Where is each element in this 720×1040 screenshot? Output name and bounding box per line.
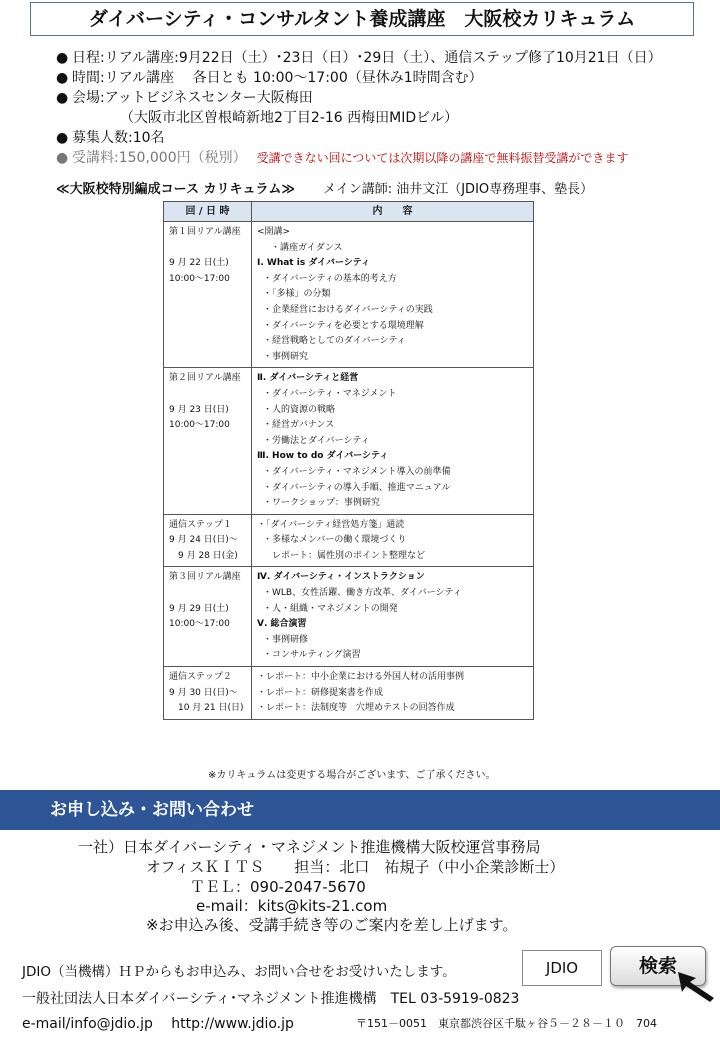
schedule-row bbox=[56, 48, 706, 68]
table-row bbox=[164, 567, 534, 667]
content-item: ・WLB、女性活躍、働き方改革、ダイバーシティ bbox=[263, 588, 462, 599]
session-date-line: 第３回リアル講座 bbox=[169, 572, 241, 583]
table-header-row bbox=[164, 202, 534, 222]
curriculum-body bbox=[164, 222, 534, 720]
session-date-line: 10:00～17:00 bbox=[169, 273, 230, 284]
session-date-cell bbox=[164, 667, 252, 720]
session-date-line: 9 月 22 日(土) bbox=[169, 258, 229, 269]
session-content-cell bbox=[252, 368, 534, 514]
session-date-cell bbox=[164, 567, 252, 667]
time-text: 時間:リアル講座 各日とも 10:00～17:00（昼休み1時間含む） bbox=[72, 70, 483, 86]
capacity-row bbox=[56, 128, 706, 148]
schedule-text: 日程:リアル講座:9月22日（土）･23日（日）･29日（土）、通信ステップ修了10月21日（日） bbox=[72, 50, 662, 66]
fee-row bbox=[56, 148, 706, 168]
content-item: ・事例研修 bbox=[263, 634, 309, 645]
footer-email-url: e-mail/info@jdio.jp http://www.jdio.jp bbox=[22, 1016, 294, 1032]
content-item: ・事例研究 bbox=[263, 351, 309, 362]
contact-notice: ※お申込み後、受講手続き等のご案内を差し上げます。 bbox=[146, 916, 518, 934]
content-item: ・人的資源の戦略 bbox=[263, 404, 336, 415]
content-item: ・労働法とダイバーシティ bbox=[263, 435, 370, 446]
content-item: ・ダイバーシティの基本的考え方 bbox=[263, 273, 397, 284]
course-title: ≪大阪校特別編成コース カリキュラム≫ bbox=[56, 182, 295, 197]
content-item: レポート：属性別のポイント整理など bbox=[263, 550, 426, 561]
bullet-icon: ● bbox=[56, 70, 69, 86]
content-item: ・経営ガバナンス bbox=[263, 420, 335, 431]
header-content: 内 容 bbox=[252, 202, 534, 222]
fee-note: 受講できない回については次期以降の講座で無料振替受講ができます bbox=[256, 151, 629, 165]
contact-heading: お申し込み・お問い合わせ bbox=[0, 790, 720, 830]
session-content-cell bbox=[252, 567, 534, 667]
section-title: Ⅱ. ダイバーシティと経営 bbox=[257, 373, 359, 384]
session-date-line bbox=[169, 586, 247, 602]
search-button[interactable]: 検索 bbox=[610, 946, 706, 986]
content-item: ・レポート：中小企業における外国人材の活用事例 bbox=[257, 672, 465, 683]
session-content-cell bbox=[252, 667, 534, 720]
content-item: <開講> bbox=[257, 227, 291, 237]
content-item: ・「ダイバーシティ経営処方箋」通読 bbox=[257, 519, 405, 530]
session-date-line bbox=[169, 287, 247, 303]
content-item: ・ダイバーシティ・マネジメント導入の前準備 bbox=[263, 466, 451, 477]
search-input[interactable]: JDIO bbox=[522, 950, 602, 986]
main-teacher: メイン講師: 油井文江（JDIO専務理事、塾長） bbox=[322, 182, 594, 197]
curriculum-heading bbox=[56, 178, 593, 197]
session-date-line: 9 月 30 日(日)～ bbox=[169, 687, 238, 698]
bullet-icon: ● bbox=[56, 90, 69, 106]
footer-address: 〒151－0051 東京都渋谷区千駄ヶ谷５－２８－１０ 704 bbox=[356, 1017, 657, 1030]
footer-line1: JDIO（当機構）ＨＰからもお申込み、お問い合せをお受けいたします。 bbox=[22, 964, 456, 980]
contact-email: e-mail：kits@kits-21.com bbox=[196, 897, 388, 915]
session-date-line: 9 月 29 日(土) bbox=[169, 603, 229, 614]
session-content-cell bbox=[252, 222, 534, 368]
venue-text: 会場:アットビジネスセンター大阪梅田 bbox=[72, 90, 313, 106]
bullet-icon: ● bbox=[56, 130, 69, 146]
table-row bbox=[164, 222, 534, 368]
time-row bbox=[56, 68, 706, 88]
curriculum-table bbox=[163, 201, 534, 720]
session-date-line: 9 月 28 日(金) bbox=[169, 550, 238, 561]
arrow-cursor-icon bbox=[676, 968, 716, 1002]
bullet-icon: ● bbox=[56, 50, 69, 66]
section-title: Ⅳ. ダイバーシティ・インストラクション bbox=[257, 572, 425, 583]
section-title: Ⅰ. What is ダイバーシティ bbox=[257, 258, 371, 269]
session-date-cell bbox=[164, 514, 252, 567]
session-date-line bbox=[169, 241, 247, 257]
session-date-line: 10:00～17:00 bbox=[169, 420, 230, 431]
section-title: Ⅲ. How to do ダイバーシティ bbox=[257, 451, 389, 462]
content-item: ・レポート：研修提案書を作成 bbox=[257, 687, 384, 698]
content-item: ・経営戦略としてのダイバーシティ bbox=[263, 336, 406, 347]
session-date-line: 10:00～17:00 bbox=[169, 619, 230, 630]
content-item: ・ダイバーシティ・マネジメント bbox=[263, 388, 397, 399]
content-item: ・多様なメンバーの働く環境づくり bbox=[263, 535, 407, 546]
bullet-icon: ● bbox=[56, 150, 69, 166]
content-item: ・「多様」の分類 bbox=[263, 289, 331, 300]
table-row bbox=[164, 667, 534, 720]
contact-office: オフィスＫＩＴＳ 担当：北口 祐規子（中小企業診断士） bbox=[146, 858, 565, 876]
session-content-cell bbox=[252, 514, 534, 567]
content-item: ・ダイバーシティの導入手順、推進マニュアル bbox=[263, 482, 451, 493]
content-item: ・講座ガイダンス bbox=[271, 242, 343, 253]
content-item: ・ダイバーシティを必要とする環境理解 bbox=[263, 320, 424, 331]
course-info bbox=[56, 48, 706, 168]
capacity-text: 募集人数:10名 bbox=[72, 130, 165, 146]
content-item: ・人・組織・マネジメントの開発 bbox=[263, 603, 398, 614]
header-date: 回 / 日 時 bbox=[164, 202, 252, 222]
session-date-line: 通信ステップ１ bbox=[169, 519, 232, 530]
content-item: ・レポート：法制度等 穴埋めテストの回答作成 bbox=[257, 703, 455, 714]
session-date-line: 通信ステップ２ bbox=[169, 672, 232, 683]
contact-tel: ＴＥＬ：090-2047-5670 bbox=[190, 878, 366, 896]
table-row bbox=[164, 514, 534, 567]
content-item: ・ワークショップ：事例研究 bbox=[263, 498, 380, 509]
venue-address: （大阪市北区曽根崎新地2丁目2-16 西梅田MIDビル） bbox=[120, 110, 459, 126]
venue-row bbox=[56, 88, 706, 108]
session-date-line: 第１回リアル講座 bbox=[169, 227, 241, 237]
session-date-line: 9 月 24 日(日)～ bbox=[169, 535, 238, 546]
session-date-line: 第２回リアル講座 bbox=[169, 373, 241, 384]
contact-org: 一社）日本ダイバーシティ・マネジメント推進機構大阪校運営事務局 bbox=[78, 838, 541, 856]
table-row bbox=[164, 368, 534, 514]
content-item: ・企業経営におけるダイバーシティの実践 bbox=[263, 304, 433, 315]
curriculum-note: ※カリキュラムは変更する場合がございます、ご了承ください。 bbox=[208, 770, 496, 781]
session-date-line bbox=[169, 387, 247, 403]
session-date-cell bbox=[164, 222, 252, 368]
session-date-cell bbox=[164, 368, 252, 514]
session-date-line: 10 月 21 日(日) bbox=[169, 703, 244, 714]
section-title: Ⅴ. 総合演習 bbox=[257, 619, 307, 630]
page-title: ダイバーシティ・コンサルタント養成講座 大阪校カリキュラム bbox=[30, 2, 694, 36]
fee-text: 受講料:150,000円（税別） bbox=[72, 150, 247, 166]
session-date-line: 9 月 23 日(日) bbox=[169, 404, 229, 415]
content-item: ・コンサルティング演習 bbox=[263, 650, 361, 661]
footer-line2: 一般社団法人日本ダイバーシティ･マネジメント推進機構 TEL 03-5919-0823 bbox=[22, 991, 520, 1007]
